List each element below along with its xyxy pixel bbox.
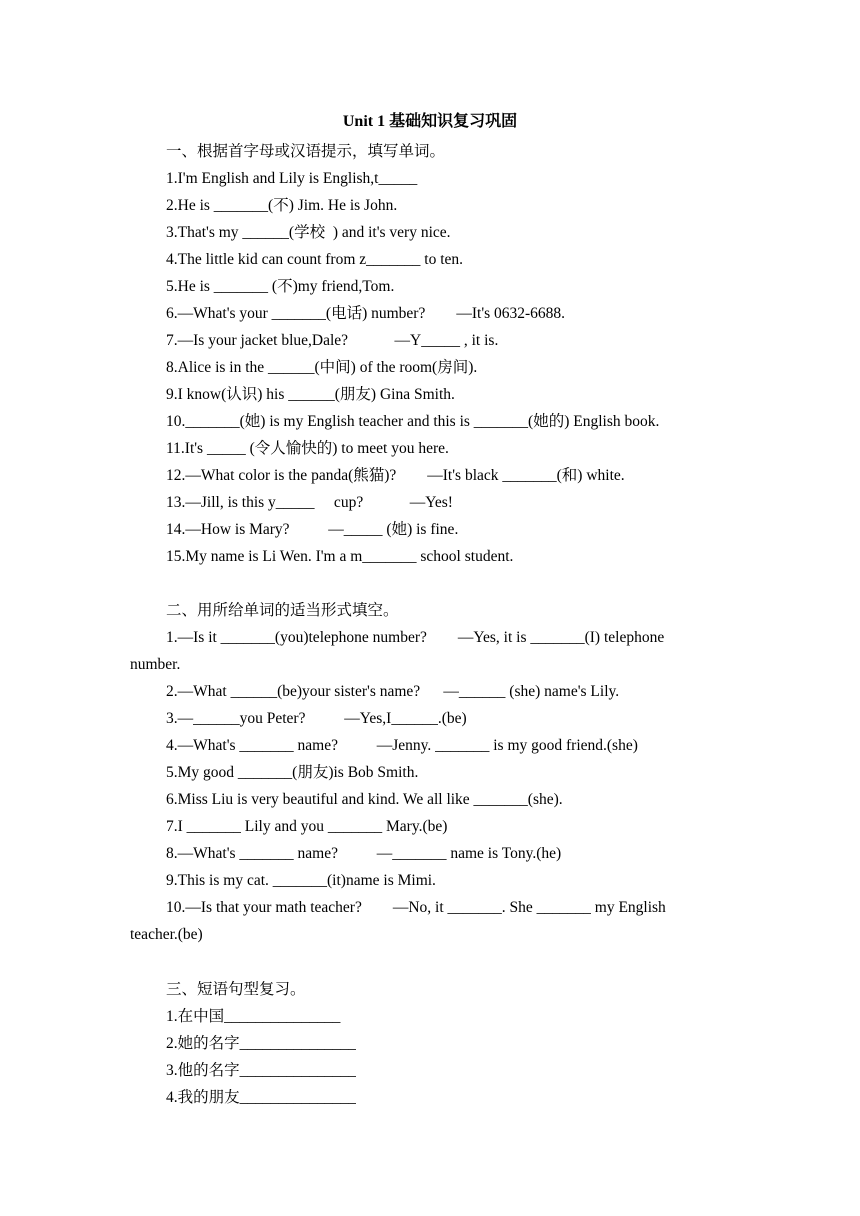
s2-item-4: 4.—What's _______ name? —Jenny. _______ is my good friend.(she) — [166, 737, 638, 754]
s1-item-8: 8.Alice is in the ______(中间) of the room(房间). — [166, 359, 478, 376]
s2-item-10-cont: teacher.(be) — [130, 926, 203, 943]
section1-heading: 一、根据首字母或汉语提示，填写单词。 — [166, 143, 446, 160]
s2-item-9: 9.This is my cat. _______(it)name is Mimi. — [166, 872, 436, 889]
section2-heading: 二、用所给单词的适当形式填空。 — [166, 602, 399, 619]
s2-item-2: 2.—What ______(be)your sister's name? —______ (she) name's Lily. — [166, 683, 620, 700]
s1-item-3: 3.That's my ______(学校 ) and it's very nice. — [166, 224, 451, 241]
s2-item-7: 7.I _______ Lily and you _______ Mary.(be) — [166, 818, 448, 835]
s2-item-6: 6.Miss Liu is very beautiful and kind. We all like _______(she). — [166, 791, 563, 808]
s2-item-3: 3.—______you Peter? —Yes,I______.(be) — [166, 710, 467, 727]
s1-item-14: 14.—How is Mary? —_____ (她) is fine. — [166, 521, 459, 538]
s3-item-3: 3.他的名字_______________ — [166, 1062, 356, 1079]
s1-item-5: 5.He is _______ (不)my friend,Tom. — [166, 278, 395, 295]
s1-item-10: 10._______(她) is my English teacher and this is _______(她的) English book. — [166, 413, 660, 430]
s3-item-2: 2.她的名字_______________ — [166, 1035, 356, 1052]
section3-heading: 三、短语句型复习。 — [166, 981, 306, 998]
s1-item-9: 9.I know(认识) his ______(朋友) Gina Smith. — [166, 386, 455, 403]
s2-item-1: 1.—Is it _______(you)telephone number? —Yes, it is _______(I) telephone — [166, 629, 665, 646]
s1-item-11: 11.It's _____ (令人愉快的) to meet you here. — [166, 440, 449, 457]
s1-item-2: 2.He is _______(不) Jim. He is John. — [166, 197, 398, 214]
page-title: Unit 1 基础知识复习巩固 — [342, 113, 518, 130]
s1-item-4: 4.The little kid can count from z_______ to ten. — [166, 251, 464, 268]
s1-item-13: 13.—Jill, is this y_____ cup? —Yes! — [166, 494, 453, 511]
s1-item-15: 15.My name is Li Wen. I'm a m_______ school student. — [166, 548, 514, 565]
s3-item-1: 1.在中国_______________ — [166, 1008, 341, 1025]
s2-item-10: 10.—Is that your math teacher? —No, it _______. She _______ my English — [166, 899, 666, 916]
s1-item-1: 1.I'm English and Lily is English,t_____ — [166, 170, 418, 187]
s1-item-6: 6.—What's your _______(电话) number? —It's 0632-6688. — [166, 305, 566, 322]
s2-item-8: 8.—What's _______ name? —_______ name is Tony.(he) — [166, 845, 562, 862]
s1-item-12: 12.—What color is the panda(熊猫)? —It's black _______(和) white. — [166, 467, 625, 484]
s2-item-5: 5.My good _______(朋友)is Bob Smith. — [166, 764, 419, 781]
s1-item-7: 7.—Is your jacket blue,Dale? —Y_____ , it is. — [166, 332, 499, 349]
s3-item-4: 4.我的朋友_______________ — [166, 1089, 356, 1106]
s2-item-1-cont: number. — [130, 656, 181, 673]
